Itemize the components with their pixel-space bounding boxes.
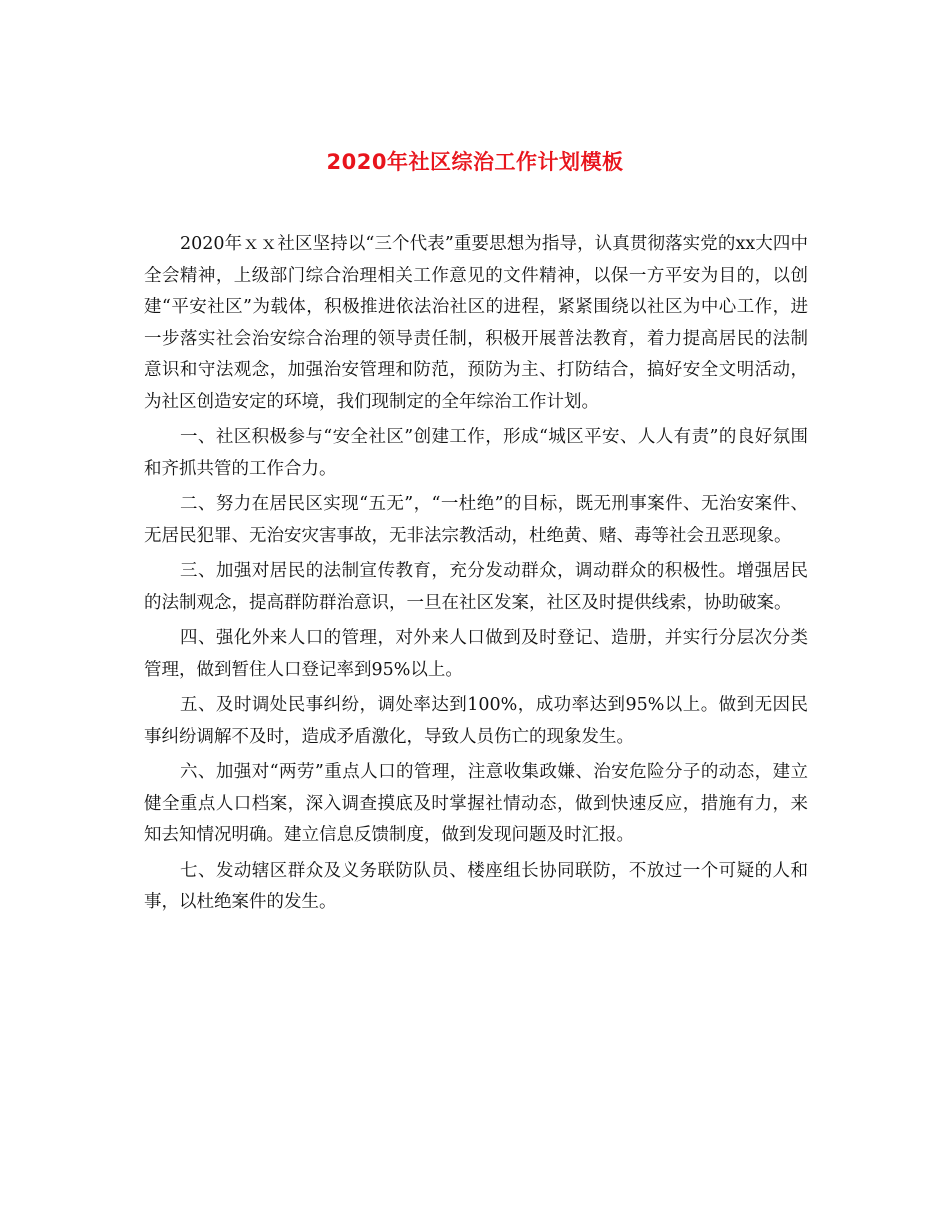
paragraph-item-1: 一、社区积极参与“安全社区”创建工作，形成“城区平安、人人有责”的良好氛围和齐抓共管的工作合力。 <box>144 427 808 479</box>
paragraph-intro: 2020年ｘｘ社区坚持以“三个代表”重要思想为指导，认真贯彻落实党的xx大四中全会精神，上级部门综合治理相关工作意见的文件精神，以保一方平安为目的，以创建“平安社区”为载体，积极推进依法治社区的进程，紧紧围绕以社区为中心工作，进一步落实社会治安综合治理的领导责任制，积极开展普法教育，着力提高居民的法制意识和守法观念，加强治安管理和防范，预防为主、打防结合，搞好安全文明活动，为社区创造安定的环境，我们现制定的全年综治工作计划。 <box>144 234 808 412</box>
paragraph-item-6: 六、加强对“两劳”重点人口的管理，注意收集政嫌、治安危险分子的动态，建立健全重点人口档案，深入调查摸底及时掌握社情动态，做到快速反应，措施有力，来知去知情况明确。建立信息反馈制度，做到发现问题及时汇报。 <box>144 762 808 845</box>
paragraph-item-5: 五、及时调处民事纠纷，调处率达到100%，成功率达到95%以上。做到无因民事纠纷调解不及时，造成矛盾激化，导致人员伤亡的现象发生。 <box>144 695 808 747</box>
paragraph-item-7: 七、发动辖区群众及义务联防队员、楼座组长协同联防，不放过一个可疑的人和事，以杜绝案件的发生。 <box>144 860 808 912</box>
document-body <box>144 229 808 919</box>
paragraph-item-2: 二、努力在居民区实现“五无”，“一杜绝”的目标，既无刑事案件、无治安案件、无居民犯罪、无治安灾害事故，无非法宗教活动，杜绝黄、赌、毒等社会丑恶现象。 <box>144 494 808 546</box>
document-title: 2020年社区综治工作计划模板 <box>326 150 624 174</box>
paragraph-item-4: 四、强化外来人口的管理，对外来人口做到及时登记、造册，并实行分层次分类管理，做到暂住人口登记率到95%以上。 <box>144 628 808 680</box>
paragraph-item-3: 三、加强对居民的法制宣传教育，充分发动群众，调动群众的积极性。增强居民的法制观念，提高群防群治意识，一旦在社区发案，社区及时提供线索，协助破案。 <box>144 561 808 613</box>
